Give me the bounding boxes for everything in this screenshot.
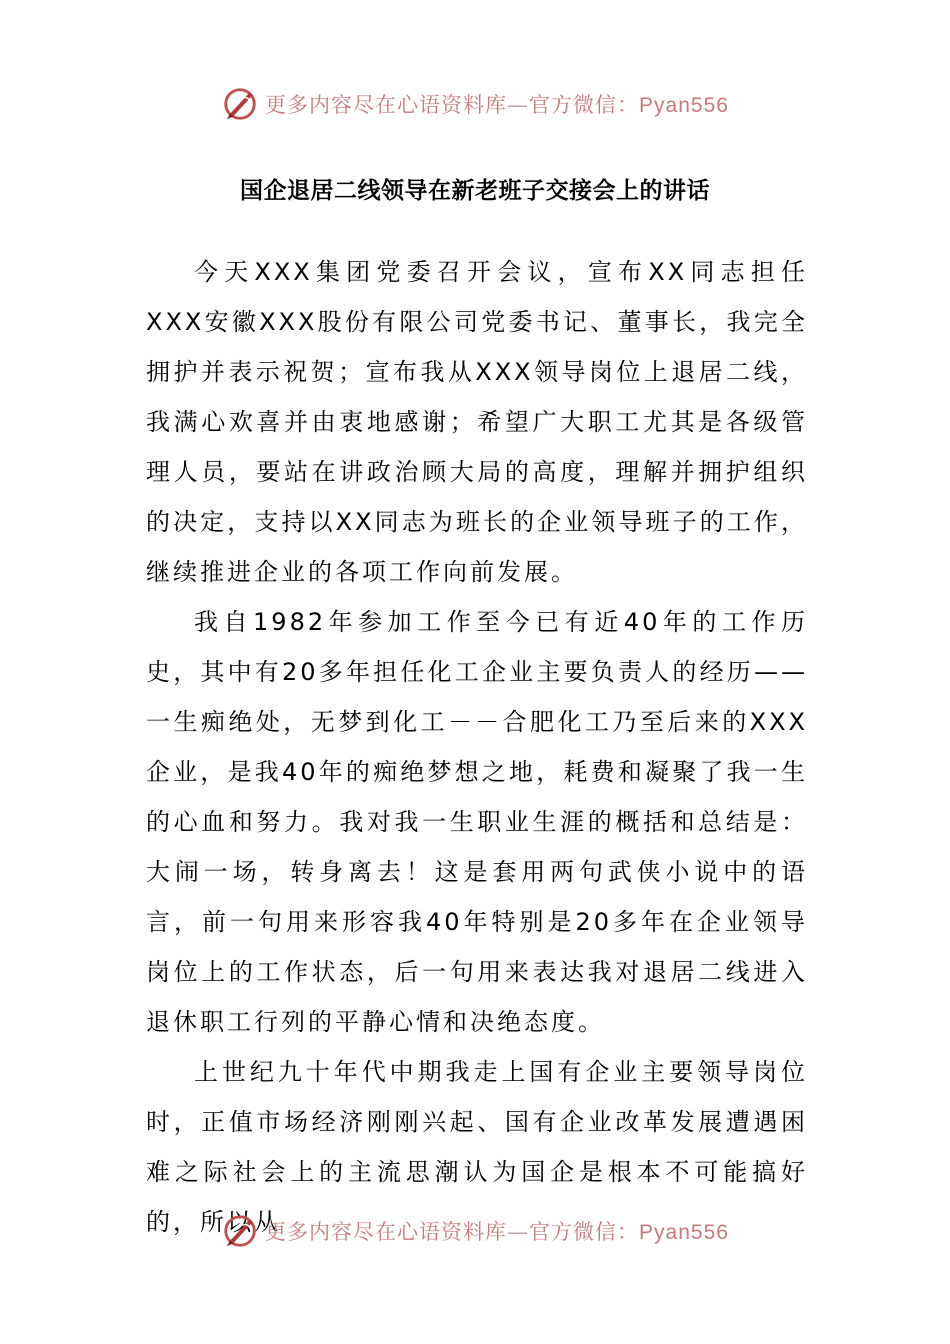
header-wechat-id: Pyan556 [639, 94, 729, 117]
header-site-text: 更多内容尽在心语资料库 [265, 93, 508, 117]
quill-pen-logo-icon [221, 85, 259, 123]
footer-wechat-label: 官方微信： [529, 1220, 640, 1244]
document-body [146, 247, 808, 1247]
footer-banner-text [265, 1216, 729, 1246]
footer-wechat-id: Pyan556 [639, 1221, 729, 1244]
header-wechat-label: 官方微信： [529, 93, 640, 117]
footer-site-text: 更多内容尽在心语资料库 [265, 1220, 508, 1244]
document-title: 国企退居二线领导在新老班子交接会上的讲话 [240, 177, 710, 204]
header-banner-text [265, 89, 729, 119]
paragraph-1: 今天XXX集团党委召开会议，宣布XX同志担任XXX安徽XXX股份有限公司党委书记、董事长，我完全拥护并表示祝贺；宣布我从XXX领导岗位上退居二线，我满心欢喜并由衷地感谢；希望广大职工尤其是各级管理人员，要站在讲政治顾大局的高度，理解并拥护组织的决定，支持以XX同志为班长的企业领导班子的工作，继续推进企业的各项工作向前发展。 [146, 258, 808, 586]
paragraph-3: 上世纪九十年代中期我走上国有企业主要领导岗位时，正值市场经济刚刚兴起、国有企业改革发展遭遇困难之际社会上的主流思潮认为国企是根本不可能搞好的，所以从 [146, 1058, 808, 1236]
header-separator: — [507, 93, 530, 117]
paragraph-2: 我自1982年参加工作至今已有近40年的工作历史，其中有20多年担任化工企业主要负责人的经历——一生痴绝处，无梦到化工－－合肥化工乃至后来的XXX企业，是我40年的痴绝梦想之地，耗费和凝聚了我一生的心血和努力。我对我一生职业生涯的概括和总结是：大闹一场，转身离去！这是套用两句武侠小说中的语言，前一句用来形容我40年特别是20多年在企业领导岗位上的工作状态，后一句用来表达我对退居二线进入退休职工行列的平静心情和决绝态度。 [146, 608, 808, 1036]
quill-pen-logo-icon [221, 1212, 259, 1250]
header-banner [0, 80, 950, 128]
footer-banner [0, 1207, 950, 1255]
footer-separator: — [507, 1220, 530, 1244]
